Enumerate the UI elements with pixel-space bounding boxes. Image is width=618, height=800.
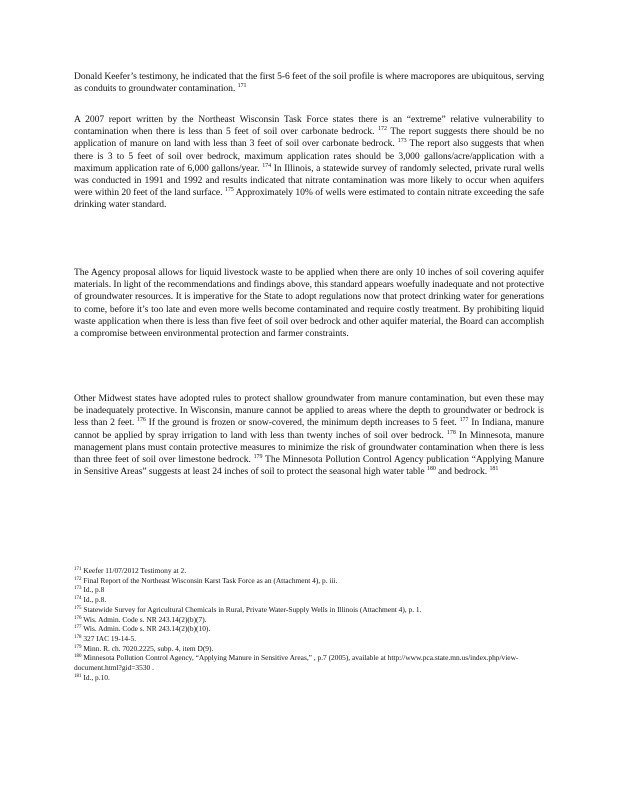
text-run: Other Midwest states have adopted rules to protect shallow groundwater from manure contamination, but even these may be inadequately protective. In Wisconsin, manure cannot be applied to areas where the depth to groundwater or bedrock is less than 2 feet. — [74, 393, 544, 429]
footnote-text: Final Report of the Northeast Wisconsin Karst Task Force as an (Attachment 4), p. iii. — [83, 575, 338, 585]
footnote-reference: 174 — [262, 162, 272, 169]
footnote-reference: 173 — [397, 138, 407, 145]
footnote-text: Id., p.8. — [83, 595, 107, 605]
footnotes-section — [74, 566, 544, 682]
footnote-reference: 176 — [137, 417, 146, 424]
footnote-reference: 179 — [253, 454, 263, 461]
paragraph-text — [74, 114, 544, 212]
paragraph-text — [74, 267, 544, 340]
footnote — [74, 673, 544, 683]
paragraph-keefer-testimony — [74, 71, 544, 95]
text-run: In Illinois, a statewide survey of randomly selected, private rural wells was conducted in 1991 and 1992 and results indicated that nitrate contamination was more likely to occur when aquifers were within 20 feet of the land surface. — [74, 162, 544, 199]
footnote-text: Minnesota Pollution Control Agency, “Applying Manure in Sensitive Areas,” , p.7 (2005), available at http://www.pca.state.mn.us/index.php/view-document.html?gid=3530 . — [74, 653, 519, 673]
footnote-number: 176 — [74, 615, 82, 621]
footnote — [74, 624, 544, 634]
footnote — [74, 615, 544, 625]
footnote-number: 181 — [74, 673, 82, 679]
footnote-number: 180 — [74, 654, 82, 660]
footnote — [74, 585, 544, 595]
text-run: The Minnesota Pollution Control Agency publication “Applying Manure in Sensitive Areas” suggests at least 24 inches of soil to protect the seasonal high water table — [74, 454, 544, 478]
footnote-number: 177 — [74, 625, 82, 631]
footnote-number: 173 — [74, 586, 82, 592]
footnote-text: Keefer 11/07/2012 Testimony at 2. — [83, 566, 187, 575]
footnote-reference: 181 — [489, 466, 499, 473]
footnote — [74, 653, 544, 672]
paragraph-text — [74, 393, 544, 478]
footnote-reference: 175 — [224, 187, 234, 194]
text-run: The report suggests there should be no application of manure on land with less than 3 feet of soil over carbonate bedrock. — [74, 126, 544, 150]
footnote-text: 327 IAC 19-14-5. — [83, 633, 137, 643]
paragraph-wisconsin-report — [74, 114, 544, 212]
footnote-reference: 171 — [237, 83, 247, 90]
text-run: A 2007 report written by the Northeast Wisconsin Task Force states there is an “extreme” relative vulnerability to contamination when there is less than 5 feet of soil over carbonate bedrock. — [74, 114, 544, 138]
footnote — [74, 566, 544, 576]
footnote-number: 171 — [74, 567, 82, 572]
footnote — [74, 644, 544, 654]
text-run: In Minnesota, manure management plans must contain protective measures to minimize the risk of groundwater contamination when there is less than three feet of soil over limestone bedrock. — [74, 429, 545, 466]
footnote-number: 178 — [74, 634, 82, 640]
paragraph-agency-proposal — [74, 267, 544, 340]
text-run: In Indiana, manure cannot be applied by spray irrigation to land with less than twenty inches of soil over bedrock. — [74, 417, 544, 441]
text-run: Donald Keefer’s testimony, he indicated that the first 5-6 feet of the soil profile is where macropores are ubiquitous, serving as conduits to groundwater contamination. — [74, 71, 544, 95]
footnote-text: Wis. Admin. Code s. NR 243.14(2)(b)(7). — [83, 614, 207, 624]
footnote-reference: 180 — [426, 466, 436, 473]
footnote-number: 175 — [74, 605, 82, 611]
footnote-text: Wis. Admin. Code s. NR 243.14(2)(b)(10). — [83, 624, 211, 634]
footnote — [74, 605, 544, 615]
paragraph-midwest-states — [74, 393, 544, 478]
footnote-text: Id., p.8 — [83, 585, 105, 595]
footnote — [74, 576, 544, 586]
footnote-text: Statewide Survey for Agricultural Chemicals in Rural, Private Water-Supply Wells in Illinois (Attachment 4), p. 1. — [83, 604, 422, 614]
footnote — [74, 634, 544, 644]
footnote-reference: 178 — [446, 429, 456, 436]
text-run: If the ground is frozen or snow-covered, the minimum depth increases to 5 feet. — [145, 417, 460, 429]
text-run: Approximately 10% of wells were estimated to contain nitrate exceeding the safe drinking water standard. — [74, 187, 545, 211]
footnote-text: Minn. R. ch. 7020.2225, subp. 4, item D(9). — [83, 643, 214, 653]
footnote-reference: 172 — [378, 126, 387, 133]
footnote-number: 179 — [74, 644, 82, 650]
footnote — [74, 595, 544, 605]
text-run: The report also suggests that when there is 3 to 5 feet of soil over bedrock, maximum application rates should be 3,000 gallons/acre/application with a maximum application rate of 6,000 gallons/year. — [74, 138, 544, 174]
text-run: and bedrock. — [435, 466, 490, 478]
footnote-number: 174 — [74, 596, 82, 602]
text-run: The Agency proposal allows for liquid livestock waste to be applied when there are only 10 inches of soil covering aquifer materials. In light of the recommendations and findings above, this standard appears woefully inadequate and not protective of groundwater resources. It is imperative for the State to adopt regulations now that protect drinking water for generations to come, before it’s too late and even more wells become contaminated and require costly treatment. By prohibiting liquid waste application when there is less than five feet of soil over bedrock and other aquifer material, the Board can accomplish a compromise between environmental protection and farmer constraints. — [74, 267, 544, 340]
footnote-reference: 177 — [459, 417, 469, 424]
paragraph-text — [74, 71, 544, 95]
footnote-number: 172 — [74, 576, 82, 582]
footnote-text: Id., p.10. — [83, 672, 110, 682]
